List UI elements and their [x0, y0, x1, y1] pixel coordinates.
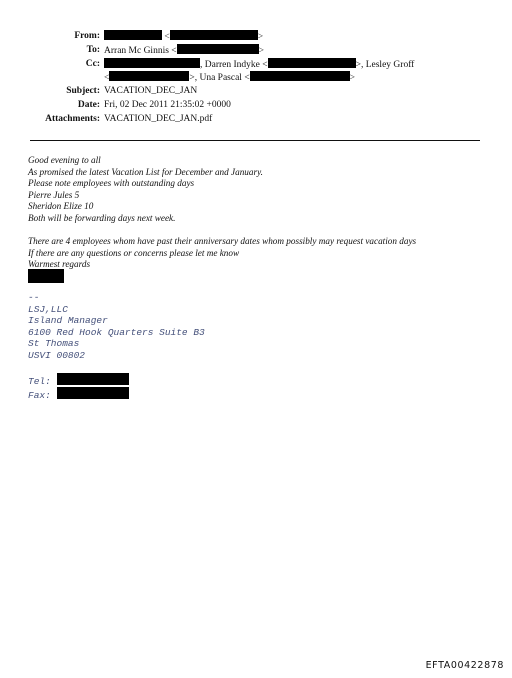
signature-block: [28, 292, 205, 402]
tel-label: Tel:: [28, 375, 51, 387]
body-line: There are 4 employees whom have past their anniversary dates whom possibly may request vacation days: [28, 236, 417, 247]
to-label: To:: [86, 45, 100, 55]
redaction-block: [104, 30, 162, 40]
cc-row-2: < >, Una Pascal < >: [104, 73, 356, 83]
body-line: As promised the latest Vacation List for December and January.: [28, 166, 263, 177]
body-line: [28, 225, 488, 237]
body-line: Sheridon Elize 10: [28, 201, 94, 212]
cc-row: [0, 58, 512, 71]
redaction-block: [250, 71, 350, 81]
email-body: [28, 155, 488, 286]
body-line: Good evening to all: [28, 155, 101, 165]
cc-name-3: >, Una Pascal <: [189, 73, 250, 83]
subject-row: [0, 85, 512, 98]
cc-name-1: , Darren Indyke <: [200, 60, 268, 70]
redaction-block: [170, 30, 258, 40]
attachment-link[interactable]: VACATION_DEC_JAN.pdf: [104, 114, 213, 124]
signature-zip: USVI 00802: [28, 349, 86, 361]
subject-value: VACATION_DEC_JAN: [104, 86, 198, 96]
redaction-block: [268, 58, 356, 68]
body-line: If there are any questions or concerns please let me know: [28, 247, 240, 258]
signature-dashes: --: [28, 292, 40, 303]
cc-label: Cc:: [85, 59, 100, 69]
from-label: From:: [74, 31, 100, 41]
header-divider: [30, 140, 480, 141]
fax-label: Fax:: [28, 390, 51, 401]
attachments-label: Attachments:: [45, 114, 100, 124]
redaction-block: [104, 58, 200, 68]
date-label: Date:: [77, 100, 100, 110]
redaction-block: [177, 44, 259, 54]
cc-name-2: >, Lesley Groff: [355, 60, 415, 70]
redaction-block: [57, 373, 129, 385]
date-row: [0, 99, 512, 112]
body-line: Warmest regards: [28, 259, 91, 270]
redaction-block: [109, 71, 189, 81]
attachments-row: [0, 113, 512, 126]
body-line: Pierre Jules 5: [28, 189, 80, 200]
document-id: EFTA00422878: [425, 660, 504, 671]
body-line: Both will be forwarding days next week.: [28, 212, 176, 223]
to-name: Arran Mc Ginnis <: [104, 46, 177, 56]
subject-label: Subject:: [66, 86, 100, 96]
signature-city: St Thomas: [28, 338, 80, 349]
redaction-block: [57, 387, 129, 399]
body-line: Please note employees with outstanding days: [28, 178, 195, 189]
from-row: From: < >: [0, 30, 512, 43]
signature-company: LSJ,LLC: [28, 303, 68, 315]
redaction-block: [28, 269, 64, 283]
signature-title: Island Manager: [28, 315, 108, 326]
signature-address: 6100 Red Hook Quarters Suite B3: [28, 326, 205, 338]
to-row: To: Arran Mc Ginnis < >: [0, 44, 512, 57]
date-value: Fri, 02 Dec 2011 21:35:02 +0000: [104, 100, 231, 110]
